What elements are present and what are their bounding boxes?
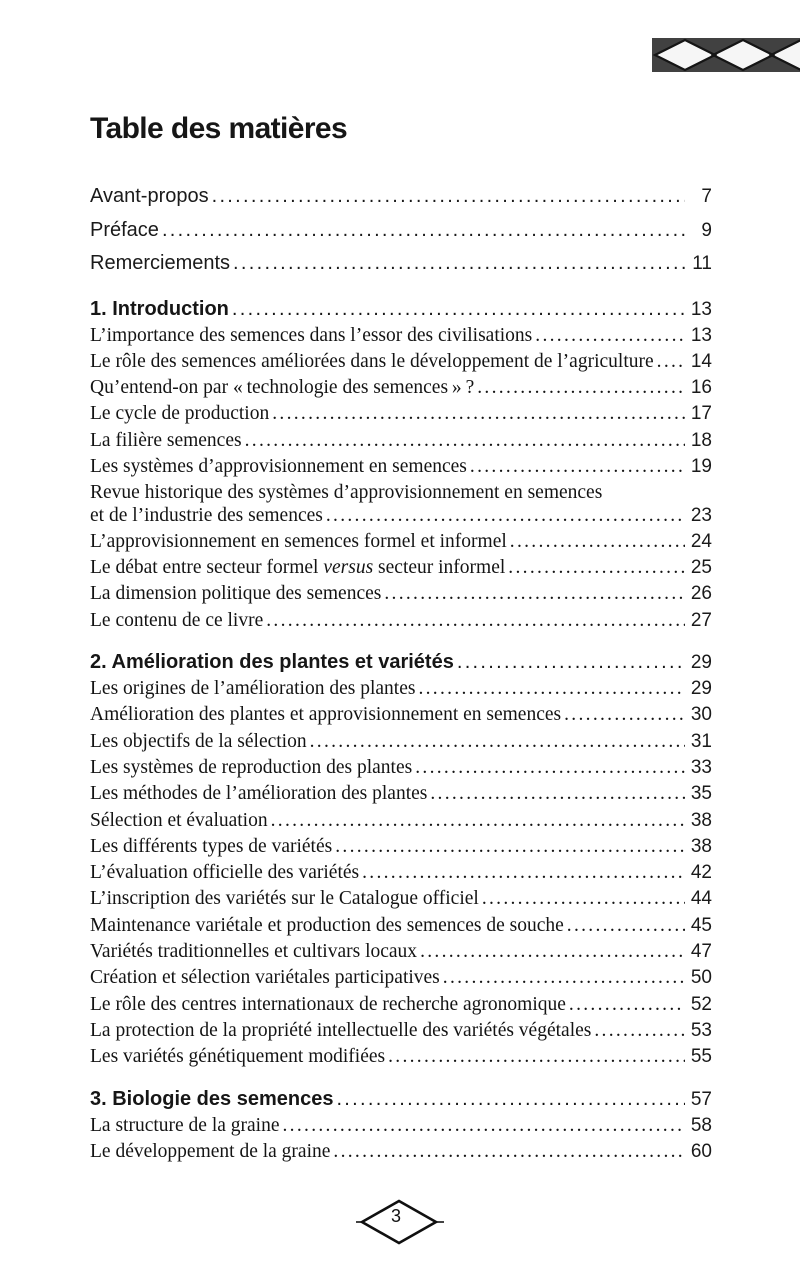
toc-entry: [90, 1044, 712, 1070]
toc-entry-label: Les objectifs de la sélection: [90, 730, 307, 752]
dot-leader: [335, 834, 685, 860]
toc-entry-page: 58: [690, 1114, 712, 1136]
toc-entry: [90, 965, 712, 991]
toc-entry: [90, 729, 712, 755]
toc-entry-label-part: secteur informel: [373, 557, 506, 579]
toc-entry-label: 2. Amélioration des plantes et variétés: [90, 651, 454, 674]
toc-entry: [90, 581, 712, 607]
page-title: Table des matières: [90, 112, 348, 145]
toc-entry-label: L’évaluation officielle des variétés: [90, 862, 360, 884]
toc-entry-label: Maintenance variétale et production des semences de souche: [90, 914, 564, 936]
dot-leader: [569, 992, 685, 1018]
dot-leader: [310, 729, 685, 755]
toc-entry-page: 19: [690, 455, 712, 477]
dot-leader: [482, 886, 685, 912]
toc-entry: [90, 555, 712, 581]
dot-leader: [477, 375, 685, 401]
dot-leader: [333, 1139, 685, 1165]
toc-entry-label: Le rôle des centres internationaux de recherche agronomique: [90, 993, 566, 1015]
toc-entry-page: 18: [690, 429, 712, 451]
toc-entry-label: L’importance des semences dans l’essor des civilisations: [90, 324, 533, 346]
toc-entry-page: 55: [690, 1046, 712, 1068]
toc-entry: [90, 323, 712, 349]
dot-leader: [657, 349, 685, 375]
toc-entry-label: et de l’industrie des semences: [90, 504, 323, 526]
toc-front-entry: [90, 214, 712, 248]
dot-leader: [245, 428, 685, 454]
toc-entry: [90, 808, 712, 834]
dot-leader: [388, 1044, 685, 1070]
toc-entry-label: Le contenu de ce livre: [90, 609, 264, 631]
dot-leader: [420, 939, 685, 965]
toc-entry: [90, 939, 712, 965]
toc-entry-label: Préface: [90, 218, 159, 241]
toc-entry-label: Les méthodes de l’amélioration des plantes: [90, 783, 428, 805]
toc-entry-label: La protection de la propriété intellectuelle des variétés végétales: [90, 1019, 592, 1041]
toc-entry-page: 57: [690, 1088, 712, 1110]
toc-entry-page: 9: [701, 219, 712, 241]
dot-leader: [470, 454, 685, 480]
toc-entry: [90, 913, 712, 939]
toc-entry: [90, 1018, 712, 1044]
dot-leader: [594, 1018, 685, 1044]
dot-leader: [508, 555, 685, 581]
toc-entry: [90, 529, 712, 555]
toc-entry-page: 7: [701, 186, 712, 207]
toc-entry-label: Sélection et évaluation: [90, 809, 268, 831]
toc-entry-label: Les origines de l’amélioration des plantes: [90, 678, 416, 700]
toc-entry-page: 29: [690, 652, 712, 674]
page-number-diamond: [356, 1197, 444, 1247]
toc-entry-page: 29: [690, 678, 712, 700]
dot-leader: [162, 214, 685, 248]
toc-list: [90, 180, 712, 1165]
toc-content: [90, 110, 712, 1165]
toc-entry: [90, 503, 712, 529]
toc-entry-page: 24: [690, 530, 712, 552]
toc-entry-label: [90, 555, 505, 581]
toc-section-heading: [90, 1086, 712, 1113]
diamond-band-icon: [652, 38, 800, 72]
dot-leader: [510, 529, 685, 555]
toc-entry-label: Le développement de la graine: [90, 1140, 331, 1162]
toc-entry-label: Variétés traditionnelles et cultivars locaux: [90, 941, 418, 963]
toc-entry-label: Les systèmes d’approvisionnement en semences: [90, 455, 467, 477]
toc-entry-page: 50: [690, 967, 712, 989]
dot-leader: [418, 676, 685, 702]
toc-entry: [90, 1113, 712, 1139]
toc-entry-label: Les variétés génétiquement modifiées: [90, 1046, 386, 1068]
toc-section-heading: [90, 649, 712, 676]
toc-entry-label: L’inscription des variétés sur le Catalogue officiel: [90, 888, 479, 910]
toc-entry-page: 23: [690, 504, 712, 526]
toc-entry-page: 30: [690, 704, 712, 726]
toc-section-heading: [90, 296, 712, 323]
toc-entry-page: 16: [690, 377, 712, 399]
dot-leader: [326, 503, 685, 529]
toc-entry-page: 13: [690, 298, 712, 320]
toc-entry-page: 31: [690, 730, 712, 752]
toc-entry-label: Amélioration des plantes et approvisionnement en semences: [90, 704, 562, 726]
toc-entry-label: La dimension politique des semences: [90, 583, 382, 605]
toc-entry-page: 42: [690, 862, 712, 884]
dot-leader: [443, 965, 685, 991]
dot-leader: [232, 296, 685, 323]
toc-entry-page: 25: [690, 557, 712, 579]
toc-entry-page: 53: [690, 1019, 712, 1041]
toc-entry: [90, 608, 712, 634]
toc-entry: [90, 886, 712, 912]
toc-entry: [90, 860, 712, 886]
toc-entry: [90, 676, 712, 702]
toc-entry: [90, 755, 712, 781]
dot-leader: [271, 808, 685, 834]
toc-entry-label: Le cycle de production: [90, 403, 270, 425]
toc-entry-label: L’approvisionnement en semences formel et informel: [90, 530, 507, 552]
toc-entry: [90, 401, 712, 427]
dot-leader: [567, 913, 685, 939]
dot-leader: [430, 781, 685, 807]
toc-front-entry: [90, 247, 712, 281]
toc-entry-page: 38: [690, 835, 712, 857]
toc-entry-page: 13: [690, 324, 712, 346]
toc-entry-label: Avant-propos: [90, 185, 209, 207]
toc-entry: [90, 702, 712, 728]
toc-entry: [90, 349, 712, 375]
dot-leader: [212, 180, 685, 214]
toc-entry-page: 45: [690, 914, 712, 936]
dot-leader: [266, 608, 685, 634]
dot-leader: [457, 649, 685, 676]
toc-entry-label: Les différents types de variétés: [90, 835, 333, 857]
diamond-band-decoration: [652, 38, 800, 72]
dot-leader: [564, 702, 685, 728]
toc-entry-label: 1. Introduction: [90, 297, 229, 320]
toc-entry-label: Création et sélection variétales participatives: [90, 967, 440, 989]
toc-entry-label-italic: versus: [323, 557, 374, 579]
toc-entry-page: 47: [690, 941, 712, 963]
toc-entry-label: Le rôle des semences améliorées dans le développement de l’agriculture: [90, 350, 654, 372]
toc-entry-page: 52: [690, 993, 712, 1015]
toc-entry-page: 17: [690, 403, 712, 425]
toc-entry-page: 14: [690, 350, 712, 372]
toc-entry-page: 44: [690, 888, 712, 910]
toc-entry-page: 27: [690, 609, 712, 631]
dot-leader: [415, 755, 685, 781]
toc-entry: [90, 781, 712, 807]
toc-entry-label: Remerciements: [90, 252, 231, 274]
dot-leader: [384, 581, 685, 607]
dot-leader: [362, 860, 685, 886]
toc-entry: [90, 1139, 712, 1165]
toc-entry-page: 38: [690, 809, 712, 831]
dot-leader: [283, 1113, 686, 1139]
toc-entry-label: Les systèmes de reproduction des plantes: [90, 756, 413, 778]
toc-entry-page: 33: [690, 756, 712, 778]
toc-entry-label: Qu’entend-on par « technologie des semences » ?: [90, 377, 475, 399]
toc-entry-page: 11: [692, 253, 712, 274]
toc-front-entry: [90, 180, 712, 214]
toc-entry-label-part: Le débat entre secteur formel: [90, 557, 324, 579]
toc-entry-page: 26: [690, 583, 712, 605]
toc-entry-page: 35: [690, 783, 712, 805]
toc-entry-label: Revue historique des systèmes d’approvisionnement en semences: [90, 482, 603, 504]
toc-entry: [90, 375, 712, 401]
toc-entry-label: 3. Biologie des semences: [90, 1087, 334, 1110]
toc-entry: [90, 454, 712, 480]
toc-entry-label: La filière semences: [90, 429, 242, 451]
dot-leader: [336, 1086, 685, 1113]
toc-entry: [90, 992, 712, 1018]
dot-leader: [272, 401, 685, 427]
page-number: 3: [390, 1206, 401, 1226]
dot-leader: [233, 247, 685, 281]
toc-entry-label: La structure de la graine: [90, 1114, 280, 1136]
toc-entry-page: 60: [690, 1140, 712, 1162]
toc-entry: [90, 834, 712, 860]
toc-entry: [90, 428, 712, 454]
dot-leader: [535, 323, 685, 349]
